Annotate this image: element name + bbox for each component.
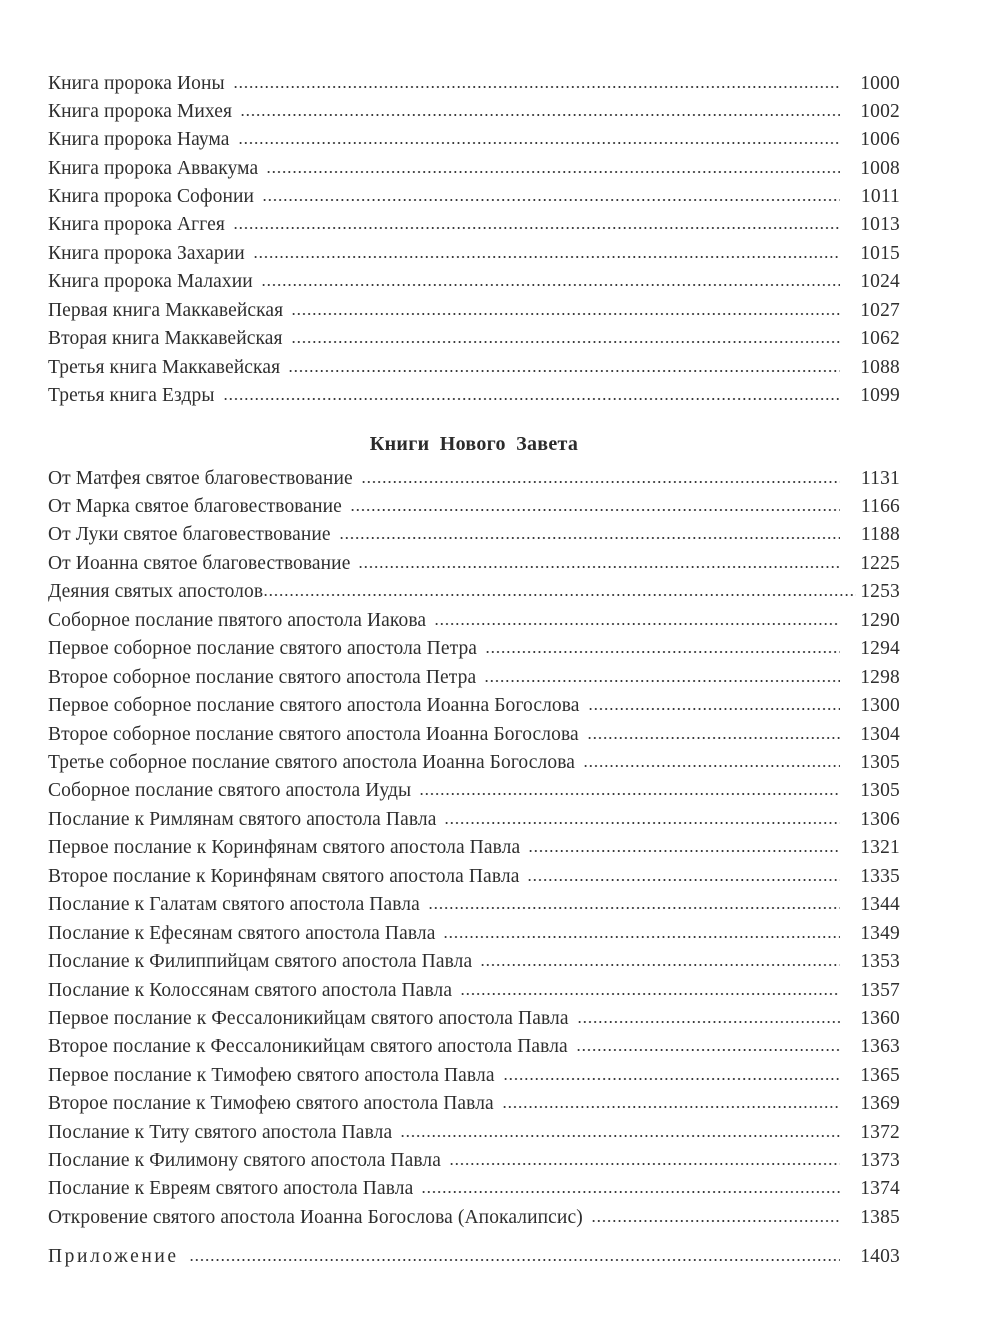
toc-entry[interactable]: [48, 1005, 900, 1033]
toc-entry[interactable]: [48, 268, 900, 296]
dot-leader: [576, 1049, 840, 1051]
dot-leader: [480, 964, 840, 966]
toc-entry-title: Послание к Колоссянам святого апостола Павла: [48, 980, 453, 1001]
toc-entry-page: 1305: [860, 780, 900, 801]
toc-entry-title: Деяния святых апостолов: [48, 581, 264, 602]
toc-entry-page: 1290: [860, 610, 900, 631]
toc-entry-page: 1300: [860, 695, 900, 716]
toc-entry-page: 1099: [860, 385, 900, 406]
dot-leader: [502, 1106, 840, 1108]
toc-entry-title: Первое соборное послание святого апостола Иоанна Богослова: [48, 695, 580, 716]
toc-entry[interactable]: [48, 550, 900, 578]
toc-entry[interactable]: [48, 297, 900, 325]
toc-entry-page: 1008: [860, 158, 900, 179]
toc-entry-page: 1024: [860, 271, 900, 292]
dot-leader: [527, 879, 840, 881]
toc-entry-title: Книга пророка Захарии: [48, 243, 245, 264]
toc-entry-page: 1013: [860, 214, 900, 235]
toc-entry-title: Послание к Римлянам святого апостола Павла: [48, 809, 437, 830]
toc-entry-title: Второе послание к Коринфянам святого апостола Павла: [48, 866, 520, 887]
toc-entry[interactable]: [48, 891, 900, 919]
toc-entry-page: 1369: [860, 1093, 900, 1114]
toc-entry-page: 1027: [860, 300, 900, 321]
toc-entry-title: Третья книга Маккавейская: [48, 357, 281, 378]
toc-entry[interactable]: [48, 465, 900, 493]
toc-entry[interactable]: [48, 1090, 900, 1118]
toc-entry-page: 1131: [860, 468, 900, 489]
toc-entry-page: 1306: [860, 809, 900, 830]
dot-leader: [444, 822, 840, 824]
toc-entry-page: 1011: [860, 186, 900, 207]
toc-entry-page: 1088: [860, 357, 900, 378]
toc-entry[interactable]: [48, 155, 900, 183]
toc-entry[interactable]: [48, 493, 900, 521]
dot-leader: [421, 1191, 840, 1193]
toc-entry-title: Книга пророка Аггея: [48, 214, 225, 235]
toc-entry-title: От Луки святое благовествование: [48, 524, 331, 545]
toc-entry[interactable]: [48, 977, 900, 1005]
toc-entry-page: 1403: [860, 1246, 900, 1267]
dot-leader: [223, 398, 840, 400]
toc-entry[interactable]: [48, 920, 900, 948]
toc-entry-page: 1166: [860, 496, 900, 517]
toc-entry[interactable]: [48, 1033, 900, 1061]
dot-leader: [587, 737, 840, 739]
toc-entry-page: 1373: [860, 1150, 900, 1171]
toc-entry[interactable]: [48, 777, 900, 805]
toc-entry[interactable]: [48, 98, 900, 126]
toc-entry-title: Второе послание к Фессалоникийцам святого апостола Павла: [48, 1036, 568, 1057]
toc-entry[interactable]: [48, 664, 900, 692]
toc-entry[interactable]: [48, 834, 900, 862]
dot-leader: [240, 114, 840, 116]
dot-leader: [484, 680, 840, 682]
dot-leader: [263, 594, 856, 596]
toc-entry-page: 1305: [860, 752, 900, 773]
dot-leader: [583, 765, 840, 767]
toc-entry[interactable]: [48, 1147, 900, 1175]
dot-leader: [400, 1135, 840, 1137]
toc-entry-page: 1360: [860, 1008, 900, 1029]
toc-entry[interactable]: [48, 948, 900, 976]
toc-entry[interactable]: [48, 692, 900, 720]
toc-entry-title: Послание к Титу святого апостола Павла: [48, 1122, 393, 1143]
dot-leader: [291, 341, 840, 343]
toc-entry[interactable]: [48, 382, 900, 410]
toc-entry-page: 1298: [860, 667, 900, 688]
toc-entry-page: 1294: [860, 638, 900, 659]
toc-entry[interactable]: [48, 749, 900, 777]
dot-leader: [591, 1220, 840, 1222]
toc-entry[interactable]: [48, 183, 900, 211]
dot-leader: [528, 850, 840, 852]
toc-entry[interactable]: [48, 211, 900, 239]
toc-entry-page: 1321: [860, 837, 900, 858]
toc-entry-page: 1365: [860, 1065, 900, 1086]
toc-entry[interactable]: [48, 806, 900, 834]
toc-entry[interactable]: [48, 607, 900, 635]
toc-entry-title: Третье соборное послание святого апостола Иоанна Богослова: [48, 752, 576, 773]
toc-entry-page: 1363: [860, 1036, 900, 1057]
toc-entry-page: 1002: [860, 101, 900, 122]
toc-entry-title: Первое послание к Тимофею святого апостола Павла: [48, 1065, 495, 1086]
toc-entry-title: Книга пророка Софонии: [48, 186, 255, 207]
toc-entry-title: Приложение: [48, 1246, 179, 1267]
toc-entry-title: Книга пророка Аввакума: [48, 158, 259, 179]
toc-entry-page: 1225: [860, 553, 900, 574]
toc-entry[interactable]: [48, 354, 900, 382]
toc-entry-appendix[interactable]: [48, 1243, 900, 1271]
toc-entry-page: 1353: [860, 951, 900, 972]
dot-leader: [428, 907, 840, 909]
toc-entry-page: 1374: [860, 1178, 900, 1199]
toc-entry-title: Книга пророка Ионы: [48, 73, 225, 94]
dot-leader: [261, 284, 840, 286]
toc-entry[interactable]: [48, 240, 900, 268]
toc-entry-title: Книга пророка Малахии: [48, 271, 253, 292]
toc-entry-title: Второе послание к Тимофею святого апостола Павла: [48, 1093, 494, 1114]
toc-entry[interactable]: [48, 1204, 900, 1232]
toc-entry-page: 1188: [860, 524, 900, 545]
toc-entry-title: Первое соборное послание святого апостола Петра: [48, 638, 478, 659]
toc-entry-title: От Иоанна святое благовествование: [48, 553, 351, 574]
toc-entry[interactable]: [48, 126, 900, 154]
toc-entry-page: 1335: [860, 866, 900, 887]
dot-leader: [233, 227, 840, 229]
dot-leader: [358, 566, 840, 568]
section-heading-new-testament: Книги Нового Завета: [369, 433, 579, 455]
toc-entry[interactable]: [48, 1119, 900, 1147]
dot-leader: [588, 708, 840, 710]
toc-entry-page: 1372: [860, 1122, 900, 1143]
dot-leader: [449, 1163, 840, 1165]
toc-entry-title: Послание к Ефесянам святого апостола Павла: [48, 923, 436, 944]
toc-entry-title: Первая книга Маккавейская: [48, 300, 284, 321]
dot-leader: [253, 256, 840, 258]
toc-entry-page: 1253: [860, 581, 900, 602]
toc-entry[interactable]: [48, 721, 900, 749]
toc-entry[interactable]: [48, 635, 900, 663]
dot-leader: [460, 993, 840, 995]
toc-entry-title: Книга пророка Наума: [48, 129, 230, 150]
dot-leader: [238, 142, 840, 144]
dot-leader: [266, 171, 840, 173]
toc-entry-title: Послание к Филиппийцам святого апостола Павла: [48, 951, 473, 972]
toc-entry[interactable]: [48, 863, 900, 891]
toc-entry-page: 1344: [860, 894, 900, 915]
toc-entry[interactable]: [48, 325, 900, 353]
dot-leader: [434, 623, 840, 625]
toc-entry-page: 1349: [860, 923, 900, 944]
dot-leader: [485, 651, 840, 653]
toc-entry-title: Откровение святого апостола Иоанна Богослова (Апокалипсис): [48, 1207, 583, 1228]
toc-entry-page: 1015: [860, 243, 900, 264]
dot-leader: [419, 793, 840, 795]
toc-entry-title: Послание к Евреям святого апостола Павла: [48, 1178, 414, 1199]
dot-leader: [577, 1021, 840, 1023]
toc-entry-title: Третья книга Ездры: [48, 385, 215, 406]
toc-entry-title: Соборное послание святого апостола Иуды: [48, 780, 412, 801]
dot-leader: [339, 537, 840, 539]
toc-entry[interactable]: [48, 70, 900, 98]
toc-entry-page: 1062: [860, 328, 900, 349]
toc-entry-title: Первое послание к Фессалоникийцам святого апостола Павла: [48, 1008, 569, 1029]
dot-leader: [443, 936, 840, 938]
toc-entry[interactable]: [48, 578, 900, 606]
toc-entry[interactable]: [48, 1062, 900, 1090]
dot-leader: [288, 370, 840, 372]
dot-leader: [262, 199, 840, 201]
toc-entry-title: От Матфея святое благовествование: [48, 468, 353, 489]
toc-entry-page: 1304: [860, 724, 900, 745]
dot-leader: [189, 1259, 840, 1261]
dot-leader: [361, 481, 840, 483]
toc-entry-title: Послание к Филимону святого апостола Павла: [48, 1150, 442, 1171]
dot-leader: [503, 1078, 840, 1080]
toc-entry-page: 1385: [860, 1207, 900, 1228]
dot-leader: [291, 313, 840, 315]
toc-entry[interactable]: [48, 1175, 900, 1203]
toc-entry-title: Вторая книга Маккавейская: [48, 328, 283, 349]
toc-entry-page: 1006: [860, 129, 900, 150]
toc-entry-title: Второе соборное послание святого апостола Петра: [48, 667, 477, 688]
dot-leader: [233, 86, 840, 88]
toc-entry-title: Послание к Галатам святого апостола Павла: [48, 894, 420, 915]
toc-entry[interactable]: [48, 521, 900, 549]
toc-entry-title: Соборное послание пвятого апостола Иакова: [48, 610, 427, 631]
dot-leader: [350, 509, 840, 511]
toc-entry-title: Второе соборное послание святого апостола Иоанна Богослова: [48, 724, 579, 745]
toc-entry-title: Книга пророка Михея: [48, 101, 233, 122]
toc-entry-title: От Марка святое благовествование: [48, 496, 342, 517]
toc-entry-page: 1000: [860, 73, 900, 94]
toc-entry-page: 1357: [860, 980, 900, 1001]
toc-entry-title: Первое послание к Коринфянам святого апостола Павла: [48, 837, 521, 858]
